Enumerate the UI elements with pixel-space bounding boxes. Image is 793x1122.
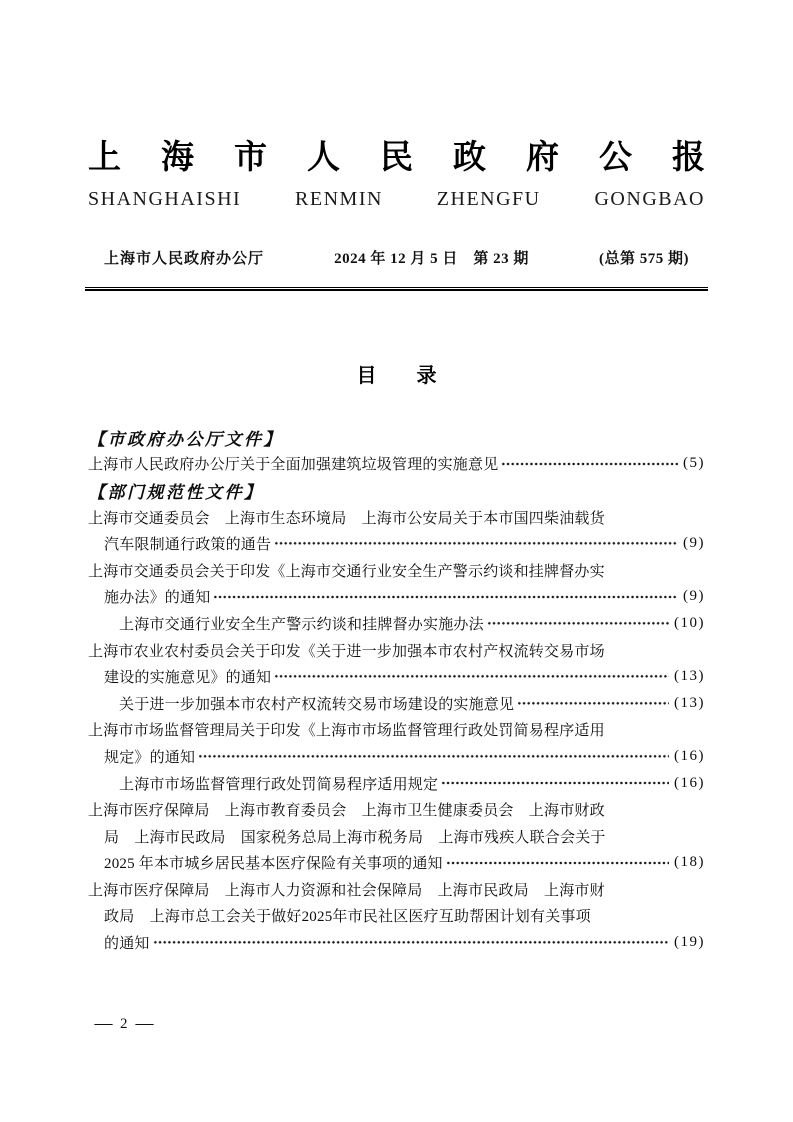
- toc-page-number: (13): [674, 668, 705, 685]
- toc-entry-text: 上海市市场监督管理行政处罚简易程序适用规定: [119, 776, 439, 793]
- toc-section-header: [88, 477, 705, 504]
- gazette-title-char: 府: [526, 140, 559, 176]
- toc-section-header: [88, 424, 705, 451]
- toc-entry: [88, 584, 705, 611]
- toc-entry-text: 汽车限制通行政策的通告: [104, 537, 272, 554]
- toc-page-number: (13): [674, 694, 705, 711]
- pinyin-word: GONGBAO: [594, 188, 705, 210]
- toc-entry: [88, 717, 705, 744]
- toc-entry-text: 上海市农业农村委员会关于印发《关于进一步加强本市农村产权流转交易市场: [88, 643, 605, 660]
- toc-page-number: (10): [674, 614, 705, 631]
- footer-dash: —: [94, 1016, 113, 1032]
- gazette-title: [88, 142, 705, 175]
- toc-entry-text: 上海市交通委员会 上海市生态环境局 上海市公安局关于本市国四柴油载货: [88, 510, 605, 527]
- toc-page-number: (16): [674, 747, 705, 764]
- toc-entry: [88, 850, 705, 877]
- toc-subentry: [88, 690, 705, 717]
- pinyin-word: RENMIN: [295, 188, 383, 210]
- toc-entry: [88, 903, 705, 930]
- issuing-office: 上海市人民政府办公厅: [104, 249, 265, 267]
- toc-dot-leader: [501, 451, 678, 478]
- toc-entry: [88, 530, 705, 557]
- toc-entry: [88, 743, 705, 770]
- toc-entry-text: 上海市市场监督管理局关于印发《上海市市场监督管理行政处罚简易程序适用: [88, 723, 605, 740]
- cumulative-issue-number: (总第 575 期): [599, 250, 689, 267]
- toc-dot-leader: [441, 770, 669, 797]
- toc-entry: [88, 557, 705, 584]
- toc-dot-leader: [153, 929, 669, 956]
- toc-entry: [88, 929, 705, 956]
- toc-entry-text: 上海市交通委员会关于印发《上海市交通行业安全生产警示约谈和挂牌督办实: [88, 563, 605, 580]
- toc-entry-text: 上海市交通行业安全生产警示约谈和挂牌督办实施办法: [119, 616, 484, 633]
- toc-entry-text: 建设的实施意见》的通知: [104, 670, 272, 687]
- toc-entry: [88, 451, 705, 478]
- masthead-double-rule: [85, 287, 708, 291]
- toc-entry-text: 上海市医疗保障局 上海市教育委员会 上海市卫生健康委员会 上海市财政: [88, 803, 605, 820]
- toc-entry: [88, 637, 705, 664]
- gazette-title-char: 人: [307, 140, 340, 176]
- gazette-title-char: 报: [672, 140, 705, 176]
- toc-entry-text: 施办法》的通知: [104, 590, 211, 607]
- issue-info-row: [88, 244, 705, 270]
- toc-dot-leader: [487, 610, 669, 637]
- toc-entry-text: 的通知: [104, 936, 150, 953]
- toc-entry-text: 局 上海市民政局 国家税务总局上海市税务局 上海市残疾人联合会关于: [104, 829, 606, 846]
- toc-page-number: (9): [683, 535, 705, 552]
- toc-entry: [88, 663, 705, 690]
- toc-subentry: [88, 770, 705, 797]
- masthead: [88, 142, 705, 211]
- toc-entry-text: 上海市人民政府办公厅关于全面加强建筑垃圾管理的实施意见: [88, 457, 499, 474]
- gazette-title-char: 市: [234, 140, 267, 176]
- toc-entry-text: 政局 上海市总工会关于做好2025年市民社区医疗互助帮困计划有关事项: [104, 909, 591, 926]
- toc-entry: [88, 796, 705, 823]
- toc-list: [88, 424, 705, 956]
- toc-dot-leader: [446, 850, 669, 877]
- gazette-title-char: 政: [453, 140, 486, 176]
- toc-title: 目 录: [356, 365, 437, 387]
- toc-entry-text: 2025 年本市城乡居民基本医疗保险有关事项的通知: [104, 856, 443, 873]
- gazette-title-char: 海: [161, 140, 194, 176]
- footer-dash: —: [135, 1016, 153, 1032]
- toc-entry: [88, 823, 705, 850]
- toc-entry-text: 上海市医疗保障局 上海市人力资源和社会保障局 上海市民政局 上海市财: [88, 882, 605, 899]
- toc-dot-leader: [274, 530, 678, 557]
- toc-page-number: (19): [674, 934, 705, 951]
- toc-entry: [88, 504, 705, 531]
- toc-page-number: (18): [674, 854, 705, 871]
- gazette-title-pinyin: [88, 188, 705, 211]
- toc-entry-text: 规定》的通知: [104, 749, 196, 766]
- toc-dot-leader: [198, 743, 669, 770]
- toc-page-number: (9): [683, 588, 705, 605]
- gazette-title-char: 上: [88, 140, 121, 176]
- toc-entry-text: 关于进一步加强本市农村产权流转交易市场建设的实施意见: [119, 696, 515, 713]
- issue-date-number: 2024 年 12 月 5 日 第 23 期: [334, 250, 529, 267]
- toc-page-number: (5): [683, 455, 705, 472]
- pinyin-word: SHANGHAISHI: [88, 188, 242, 210]
- footer-page-digit: 2: [120, 1016, 128, 1032]
- toc-dot-leader: [213, 584, 678, 611]
- toc-page-number: (16): [674, 774, 705, 791]
- toc-subentry: [88, 610, 705, 637]
- toc-entry: [88, 876, 705, 903]
- toc-dot-leader: [517, 690, 669, 717]
- pinyin-word: ZHENGFU: [436, 188, 541, 210]
- toc-dot-leader: [274, 663, 669, 690]
- gazette-title-char: 民: [380, 140, 413, 176]
- gazette-title-char: 公: [599, 140, 632, 176]
- footer-page-number: [96, 1016, 152, 1033]
- toc-section-label: 【市政府办公厅文件】: [88, 429, 283, 449]
- toc-section-label: 【部门规范性文件】: [88, 482, 264, 502]
